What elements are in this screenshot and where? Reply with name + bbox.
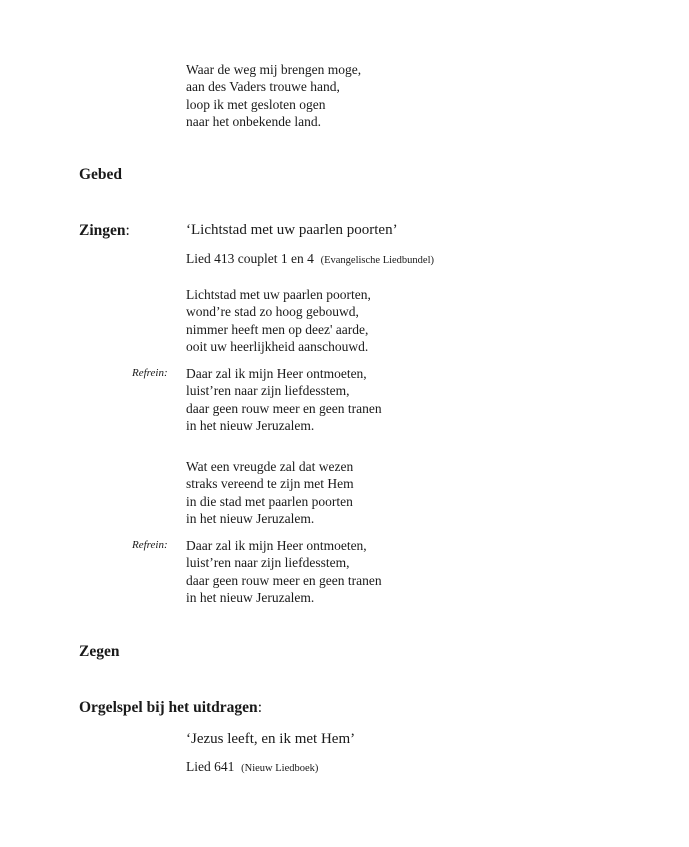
zingen-heading xyxy=(79,222,130,240)
refrain-label-1: Refrein: xyxy=(132,367,168,379)
verse-line: loop ik met gesloten ogen xyxy=(186,96,326,112)
verse-line: Daar zal ik mijn Heer ontmoeten, xyxy=(186,366,367,381)
verse-line: in het nieuw Jeruzalem. xyxy=(186,510,315,526)
verse-line: Wat een vreugde zal dat wezen xyxy=(186,459,354,474)
zegen-heading: Zegen xyxy=(79,643,120,660)
orgelspel-song-title: ‘Jezus leeft, en ik met Hem’ xyxy=(186,731,356,747)
gebed-heading: Gebed xyxy=(79,166,123,183)
verse-line: wond’re stad zo hoog gebouwd, xyxy=(186,304,359,320)
verse-line: in die stad met paarlen poorten xyxy=(186,493,353,509)
verse-line: in het nieuw Jeruzalem. xyxy=(186,589,315,605)
zingen-refrain-2 xyxy=(186,537,382,606)
zingen-song-number: Lied 413 couplet 1 en 4 xyxy=(186,251,314,266)
orgelspel-heading-colon: : xyxy=(257,699,262,716)
zingen-heading-colon: : xyxy=(125,222,130,239)
verse-line: naar het onbekende land. xyxy=(186,113,321,129)
orgelspel-heading xyxy=(79,699,262,717)
orgelspel-song-number: Lied 641 xyxy=(186,759,235,774)
zingen-verse-1 xyxy=(186,286,371,355)
verse-line: daar geen rouw meer en geen tranen xyxy=(186,572,382,588)
verse-line: luist’ren naar zijn liefdesstem, xyxy=(186,383,350,399)
zingen-song-reference xyxy=(186,251,434,267)
verse-line: in het nieuw Jeruzalem. xyxy=(186,417,315,433)
verse-line: Daar zal ik mijn Heer ontmoeten, xyxy=(186,538,367,553)
zingen-song-title: ‘Lichtstad met uw paarlen poorten’ xyxy=(186,222,398,238)
zingen-song-source: (Evangelische Liedbundel) xyxy=(320,255,435,266)
verse-line: luist’ren naar zijn liefdesstem, xyxy=(186,555,350,571)
orgelspel-heading-label: Orgelspel bij het uitdragen xyxy=(79,699,258,716)
zingen-verse-2 xyxy=(186,458,354,527)
verse-line: Waar de weg mij brengen moge, xyxy=(186,62,362,77)
verse-line: aan des Vaders trouwe hand, xyxy=(186,79,340,95)
orgelspel-song-source: (Nieuw Liedboek) xyxy=(241,763,319,774)
refrain-label-2: Refrein: xyxy=(132,539,168,551)
verse-line: nimmer heeft men op deez' aarde, xyxy=(186,321,369,337)
zingen-refrain-1 xyxy=(186,365,382,434)
zingen-heading-label: Zingen xyxy=(79,222,126,239)
intro-verse xyxy=(186,61,361,130)
verse-line: Lichtstad met uw paarlen poorten, xyxy=(186,287,371,302)
verse-line: ooit uw heerlijkheid aanschouwd. xyxy=(186,338,369,354)
verse-line: straks vereend te zijn met Hem xyxy=(186,476,354,492)
orgelspel-song-reference xyxy=(186,759,318,775)
verse-line: daar geen rouw meer en geen tranen xyxy=(186,400,382,416)
